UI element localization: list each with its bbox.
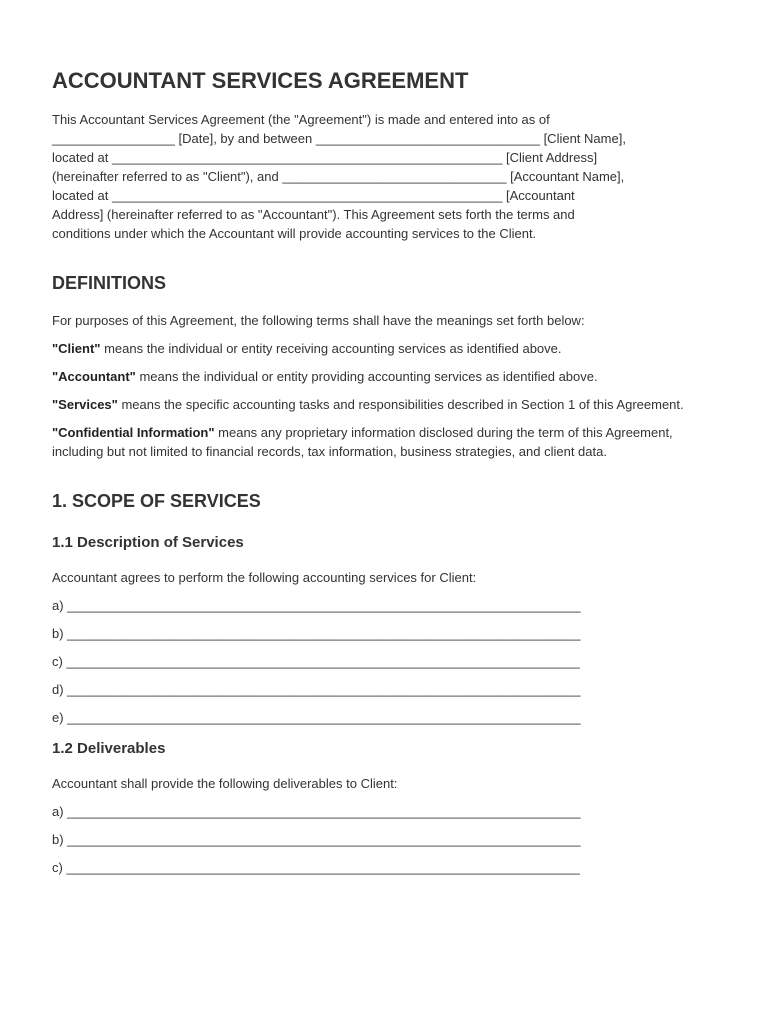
definition-client [52,339,720,358]
description-lead: Accountant agrees to perform the following accounting services for Client: [52,570,477,585]
intro-paragraph [52,110,720,243]
fill-in-line[interactable]: d) _______________________________________________________________________ [52,682,581,697]
definitions-section [52,273,720,461]
intro-line: located at ______________________________________________________ [Client Address] [52,150,598,165]
deliverables-blanks [52,802,720,877]
intro-line: Address] (hereinafter referred to as "Accountant"). This Agreement sets forth the terms and [52,207,575,222]
definition-term: "Confidential Information" [52,425,215,440]
definition-term: "Accountant" [52,369,136,384]
deliverables-lead: Accountant shall provide the following deliverables to Client: [52,776,398,791]
deliverables-heading: 1.2 Deliverables [52,740,166,757]
intro-line: (hereinafter referred to as "Client"), and _______________________________ [Accountant Name], [52,169,625,184]
definition-text: means the individual or entity providing accounting services as identified above. [135,369,598,384]
definition-services [52,395,720,414]
intro-line: located at ______________________________________________________ [Accountant [52,188,575,203]
intro-line: This Accountant Services Agreement (the "Agreement") is made and entered into as of [52,112,550,127]
fill-in-line[interactable]: a) _______________________________________________________________________ [52,804,581,819]
definitions-lead: For purposes of this Agreement, the following terms shall have the meanings set forth below: [52,313,585,328]
fill-in-line[interactable]: c) _______________________________________________________________________ [52,860,580,875]
definition-accountant [52,367,720,386]
definition-text: means any proprietary information disclosed during the term of this Agreement, including but not limited to financial records, tax information, business strategies, and client data. [52,425,673,459]
definition-text: means the specific accounting tasks and responsibilities described in Section 1 of this Agreement. [117,397,684,412]
document-content [52,68,720,886]
intro-line: _________________ [Date], by and between _______________________________ [Client Name], [52,131,626,146]
definition-term: "Services" [52,397,118,412]
definition-text: means the individual or entity receiving accounting services as identified above. [100,341,562,356]
document-title: ACCOUNTANT SERVICES AGREEMENT [52,68,469,93]
fill-in-line[interactable]: b) _______________________________________________________________________ [52,626,581,641]
description-blanks [52,596,720,727]
fill-in-line[interactable]: e) _______________________________________________________________________ [52,710,581,725]
description-heading: 1.1 Description of Services [52,534,244,551]
fill-in-line[interactable]: a) _______________________________________________________________________ [52,598,581,613]
intro-line: conditions under which the Accountant will provide accounting services to the Client. [52,226,537,241]
scope-section [52,491,720,877]
definition-confidential-information [52,423,720,461]
definitions-heading: DEFINITIONS [52,273,167,293]
scope-heading: 1. SCOPE OF SERVICES [52,491,261,511]
definition-term: "Client" [52,341,101,356]
fill-in-line[interactable]: b) _______________________________________________________________________ [52,832,581,847]
fill-in-line[interactable]: c) _______________________________________________________________________ [52,654,580,669]
